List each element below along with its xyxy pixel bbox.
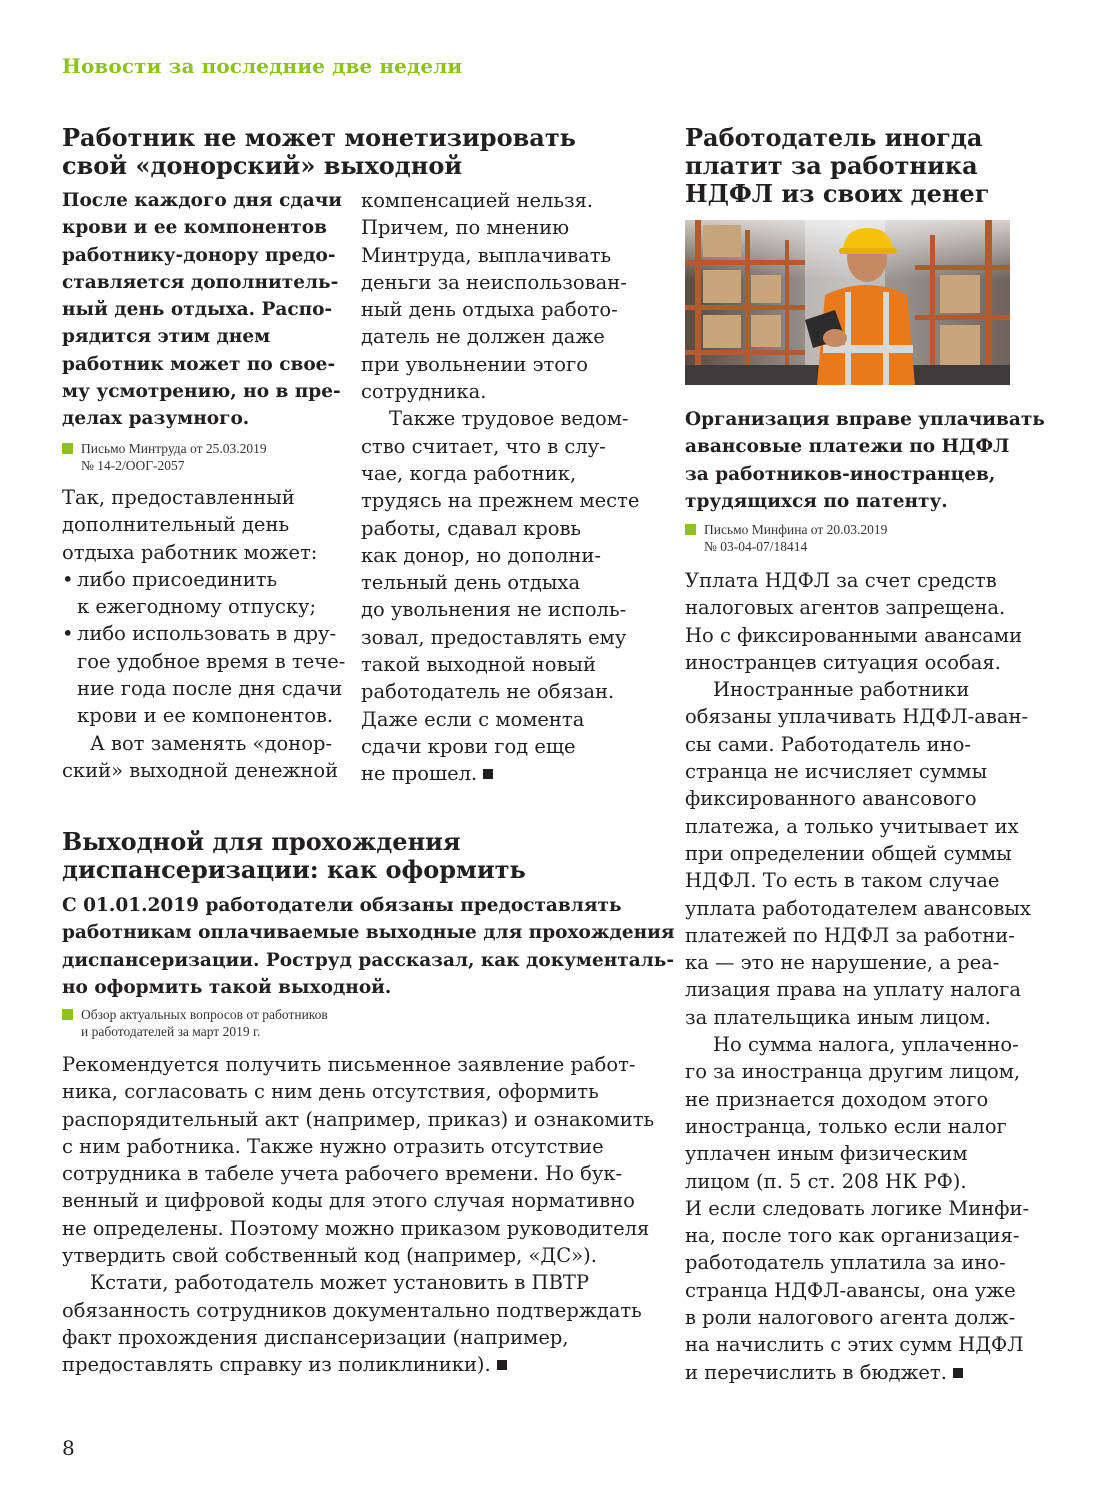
body-line: го за иностранца другим лицом, xyxy=(685,1060,1021,1084)
lead-line: рядится этим днем xyxy=(62,326,271,348)
body-line: ский» выходной денежной xyxy=(62,758,339,782)
body-line: работодатель не обязан. xyxy=(361,680,615,704)
lead-line: делах разумного. xyxy=(62,408,250,430)
body-line: Но с фиксированными авансами xyxy=(685,623,1023,647)
body-line: Даже если с момента xyxy=(361,707,585,731)
body-line: работы, сдавал кровь xyxy=(361,516,582,540)
bullet-icon: • xyxy=(62,622,74,646)
body-line: отдыха работник может: xyxy=(62,540,318,564)
body-line: ка — это не нарушение, а реа- xyxy=(685,951,1000,975)
body-line: ника, согласовать с ним день отсутствия, оформить xyxy=(62,1080,599,1104)
lead-line: работник может по свое- xyxy=(62,353,336,375)
body-line: обязанность сотрудников документально подтверждать xyxy=(62,1298,642,1322)
article3-title-line: НДФЛ из своих денег xyxy=(685,179,990,208)
body-line: не определены. Поэтому можно приказом руководителя xyxy=(62,1216,650,1240)
lead-line: работнику-донору предо- xyxy=(62,244,336,266)
body-line: факт прохождения диспансеризации (например, xyxy=(62,1325,569,1349)
body-line: лицом (п. 5 ст. 208 НК РФ). xyxy=(685,1169,967,1193)
body-line: Также трудовое ведом- xyxy=(389,407,629,431)
body-line: А вот заменять «донор- xyxy=(90,731,333,755)
body-line: утвердить свой собственный код (например, «ДС»). xyxy=(62,1244,597,1268)
body-line: лизация права на уплату налога xyxy=(685,978,1021,1002)
article1-bullets xyxy=(62,566,347,730)
lead-line: трудящихся по патенту. xyxy=(685,490,948,512)
body-line: при определении общей суммы xyxy=(685,841,1012,865)
body-line: либо использовать в дру- xyxy=(77,622,337,646)
body-line: гое удобное время в тече- xyxy=(77,649,346,673)
list-item xyxy=(62,620,347,729)
body-line: на, после того как организация- xyxy=(685,1224,1020,1248)
body-line: компенсацией нельзя. xyxy=(361,189,594,212)
body-line: Так, предоставленный xyxy=(62,486,295,509)
article2-title xyxy=(62,828,662,884)
body-line: трудясь на прежнем месте xyxy=(361,489,640,513)
body-line: иностранцев ситуация особая. xyxy=(685,650,1001,674)
body-line: сотрудника. xyxy=(361,380,487,404)
article3-title-line: Работодатель иногда xyxy=(685,123,983,152)
article3-lead xyxy=(685,406,1045,515)
body-line: платежей по НДФЛ за работни- xyxy=(685,923,1015,947)
article2-title-line: диспансеризации: как оформить xyxy=(62,855,526,884)
list-item xyxy=(62,566,347,621)
source-line: № 14-2/ООГ-2057 xyxy=(81,458,185,473)
article3-source xyxy=(685,521,887,555)
body-line: при увольнении этого xyxy=(361,352,589,376)
body-line: дополнительный день xyxy=(62,513,290,537)
body-line: зовал, предоставлять ему xyxy=(361,625,627,649)
body-line: Причем, по мнению xyxy=(361,216,570,240)
body-line: такой выходной новый xyxy=(361,653,596,677)
article1-lead xyxy=(62,187,342,433)
source-line: Письмо Минтруда от 25.03.2019 xyxy=(81,441,267,456)
body-line: ство считает, что в слу- xyxy=(361,434,606,458)
source-line: Письмо Минфина от 20.03.2019 xyxy=(704,522,888,537)
article3-title-line: платит за работника xyxy=(685,151,978,180)
lead-line: ставляется дополнитель- xyxy=(62,271,339,293)
lead-line: После каждого дня сдачи xyxy=(62,190,342,211)
body-line: либо присоединить xyxy=(77,567,278,591)
body-line: налоговых агентов запрещена. xyxy=(685,596,1006,620)
lead-line: диспансеризации. Роструд рассказал, как документаль- xyxy=(62,949,675,971)
bullet-icon: • xyxy=(62,567,74,591)
source-line: и работодателей за март 2019 г. xyxy=(81,1024,261,1039)
warehouse-worker-photo xyxy=(685,220,1010,385)
body-line: ние года после дня сдачи xyxy=(77,677,343,701)
body-line: не прошел. xyxy=(361,762,478,786)
article1-title-line: Работник не может монетизировать xyxy=(62,123,576,152)
body-line: Иностранные работники xyxy=(713,678,970,702)
lead-line: крови и ее компонентов xyxy=(62,217,327,239)
end-mark-icon xyxy=(497,1360,507,1370)
body-line: предоставлять справку из поликлиники). xyxy=(62,1353,491,1377)
article2-title-line: Выходной для прохождения xyxy=(62,827,461,856)
article1-left-column xyxy=(62,187,342,433)
body-line: Кстати, работодатель может установить в ПВТР xyxy=(90,1271,590,1295)
article3-body xyxy=(685,567,1031,1386)
body-line: сы сами. Работодатель ино- xyxy=(685,732,971,756)
article3-title xyxy=(685,124,1045,208)
body-line: платежа, а только учитывает их xyxy=(685,814,1019,838)
body-line: как донор, но дополни- xyxy=(361,543,601,567)
body-line: Уплата НДФЛ за счет средств xyxy=(685,569,997,592)
body-line: сдачи крови год еще xyxy=(361,734,576,758)
article1-body-right xyxy=(361,187,641,788)
body-line: к ежегодному отпуску; xyxy=(77,595,317,619)
article2-body xyxy=(62,1051,655,1379)
article1-source xyxy=(62,440,267,474)
end-mark-icon xyxy=(483,769,493,779)
body-line: с ним работника. Также нужно отразить отсутствие xyxy=(62,1134,604,1158)
body-line: странца не исчисляет суммы xyxy=(685,760,988,784)
body-line: И если следовать логике Минфи- xyxy=(685,1196,1030,1220)
lead-line: ный день отдыха. Распо- xyxy=(62,299,333,321)
lead-line: но оформить такой выходной. xyxy=(62,976,392,998)
body-line: фиксированного авансового xyxy=(685,787,977,811)
body-line: распорядительный акт (например, приказ) и ознакомить xyxy=(62,1107,655,1131)
lead-line: за работников-иностранцев, xyxy=(685,463,996,485)
source-line: Обзор актуальных вопросов от работников xyxy=(81,1007,328,1022)
body-line: ный день отдыха работо- xyxy=(361,298,618,322)
lead-line: авансовые платежи по НДФЛ xyxy=(685,436,1010,458)
lead-line: му усмотрению, но в пре- xyxy=(62,381,341,403)
body-line: до увольнения не исполь- xyxy=(361,598,627,622)
lead-line: работникам оплачиваемые выходные для прохождения xyxy=(62,922,675,944)
body-line: сотрудника в табеле учета рабочего времени. Но бук- xyxy=(62,1162,623,1186)
body-line: иностранца, только если налог xyxy=(685,1114,1007,1138)
body-line: за плательщика иным лицом. xyxy=(685,1005,991,1029)
body-line: не признается доходом этого xyxy=(685,1087,989,1111)
source-line: № 03-04-07/18414 xyxy=(704,539,808,554)
article1-title-line: свой «донорский» выходной xyxy=(62,151,463,180)
body-line: чае, когда работник, xyxy=(361,461,577,485)
section-label: Новости за последние две недели xyxy=(62,54,463,78)
source-marker-icon xyxy=(62,1009,73,1020)
article1-title xyxy=(62,124,622,180)
body-line: странца НДФЛ-авансы, она уже xyxy=(685,1278,1016,1302)
body-line: и перечислить в бюджет. xyxy=(685,1360,947,1384)
body-line: деньги за неиспользован- xyxy=(361,270,627,294)
body-line: тельный день отдыха xyxy=(361,571,581,595)
article2-lead xyxy=(62,892,675,1001)
body-line: на начислить с этих сумм НДФЛ xyxy=(685,1333,1024,1357)
body-line: венный и цифровой коды для этого случая нормативно xyxy=(62,1189,635,1213)
article1-body-left xyxy=(62,484,347,784)
body-line: работодатель уплатила за ино- xyxy=(685,1251,1006,1275)
source-marker-icon xyxy=(62,443,73,454)
source-marker-icon xyxy=(685,524,696,535)
body-line: Рекомендуется получить письменное заявление работ- xyxy=(62,1053,636,1076)
page-number: 8 xyxy=(62,1436,75,1460)
lead-line: Организация вправе уплачивать xyxy=(685,409,1045,430)
body-line: датель не должен даже xyxy=(361,325,605,349)
body-line: уплата работодателем авансовых xyxy=(685,896,1031,920)
body-line: НДФЛ. То есть в таком случае xyxy=(685,869,1000,893)
body-line: в роли налогового агента долж- xyxy=(685,1306,1016,1330)
body-line: Минтруда, выплачивать xyxy=(361,243,612,267)
end-mark-icon xyxy=(953,1368,963,1378)
article2-source xyxy=(62,1006,328,1040)
body-line: уплачен иным физическим xyxy=(685,1142,968,1166)
body-line: Но сумма налога, уплаченно- xyxy=(713,1033,1019,1057)
body-line: крови и ее компонентов. xyxy=(77,704,334,728)
body-line: обязаны уплачивать НДФЛ-аван- xyxy=(685,705,1029,729)
lead-line: С 01.01.2019 работодатели обязаны предоставлять xyxy=(62,895,622,916)
